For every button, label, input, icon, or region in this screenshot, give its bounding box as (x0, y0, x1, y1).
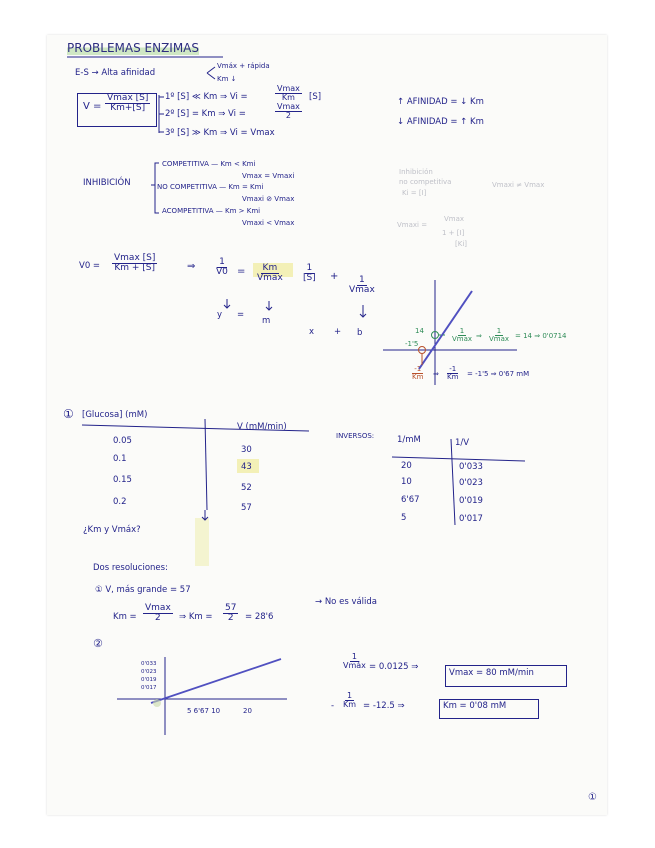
arrow-m (266, 301, 272, 310)
inv-v0-den: V0 (216, 267, 228, 278)
lb-y-frac-1-num: 1 (459, 327, 465, 335)
lb-x-frac-1-num: -1 (414, 365, 422, 373)
case-1-den: Km (281, 93, 295, 103)
lb-y-frac-1-den: Vmax (452, 335, 473, 344)
inhib-uncompetitive: ACOMPETITIVA — Km > Kmi (162, 207, 261, 215)
lb-graph-14: 14 (415, 327, 424, 335)
lb-x: x (309, 327, 315, 337)
vmax-result: Vmax = 80 mM/min (449, 668, 534, 678)
inv-header-2: 1/V (455, 438, 470, 448)
case-1-num: Vmax (277, 84, 300, 93)
affinity-low: ↓ AFINIDAD = ↑ Km (397, 117, 484, 127)
mm-numerator: Vmax [S] (107, 93, 149, 103)
velocity-cell: 57 (241, 503, 252, 513)
inv-header-line (392, 457, 525, 461)
inhib-uncompetitive-2: Vmaxi < Vmax (242, 219, 295, 227)
exercise-number: ① (63, 407, 74, 421)
slope-num: Km (262, 263, 278, 273)
inhib-competitive-2: Vmax = Vmaxi (242, 172, 295, 180)
faint-note-5: Vmaxi = (397, 221, 428, 229)
inv-s-num: 1 (306, 263, 313, 273)
intercept-num: 1 (359, 275, 365, 285)
case-2-den: 2 (285, 111, 291, 121)
glucose-cell: 0.1 (113, 454, 127, 464)
graph2-line (151, 659, 281, 703)
graph2-y-tick: 0'023 (141, 669, 157, 675)
faint-note-7: 1 + [I] (442, 229, 465, 237)
affinity-high: ↑ AFINIDAD = ↓ Km (397, 97, 484, 107)
v0-den: Km + [S] (114, 263, 156, 274)
faint-note-6: Vmax (444, 215, 465, 223)
eq-b-num: 1 (346, 691, 353, 700)
lb-y-frac-2-num: 1 (496, 327, 502, 335)
eq-a-den: Vmáx (343, 661, 366, 671)
case-brace (159, 95, 164, 133)
inv-v-cell: 0'033 (459, 462, 483, 472)
km-fraction-num: Vmax (145, 603, 171, 613)
case-1: 1º [S] ≪ Km ⇒ Vi = (165, 92, 248, 102)
km-result: Km = 0'08 mM (443, 701, 507, 711)
lb-x-frac-1-den: Km (412, 373, 424, 382)
glucose-cell: 0.2 (113, 497, 127, 507)
v0-num: Vmax [S] (114, 253, 156, 263)
intercept-den: Vmax (349, 285, 375, 296)
arrow-y (224, 299, 230, 308)
eq-b-minus: - (331, 701, 335, 711)
km-57-num: 57 (225, 603, 237, 613)
eq-a-num: 1 (351, 652, 357, 661)
not-valid-note: → No es válida (315, 597, 378, 607)
inv-v-cell: 0'023 (459, 478, 483, 488)
table-arrow (202, 510, 208, 520)
arrow-b (360, 305, 366, 317)
faint-note-4: Vmaxi ≠ Vmax (492, 181, 545, 189)
lb-graph-neg15: -1'5 (405, 340, 419, 348)
eq-b: = -12.5 ⇒ (363, 701, 405, 711)
graph-x-tick-1: 5 6'67 10 (187, 707, 221, 715)
lb-x-frac-2-den: Km (447, 373, 459, 382)
es-upper-note: Vmáx + rápida (217, 62, 270, 70)
lb-eq: = (237, 266, 246, 277)
es-lower-note: Km ↓ (217, 75, 237, 83)
km-arrow: ⇒ Km = (179, 612, 213, 622)
inv-header-1: 1/mM (397, 435, 421, 445)
inverse-label: INVERSOS: (336, 432, 375, 440)
velocity-cell: 43 (241, 462, 252, 472)
lb-y: y (217, 310, 223, 320)
inv-s-cell: 10 (401, 477, 412, 487)
velocity-cell: 30 (241, 445, 252, 455)
es-affinity-text: E-S → Alta afinidad (75, 68, 156, 78)
lb-arrow: ⇒ (187, 261, 196, 272)
inhib-competitive: COMPETITIVA — Km < Kmi (162, 160, 256, 168)
lb-b: b (357, 328, 363, 338)
lb-x-result: = -1'5 ⇒ 0'67 mM (467, 370, 530, 378)
es-branch (207, 67, 215, 79)
col-header-glucosa: [Glucosa] (mM) (82, 410, 148, 420)
hand-drawings (47, 35, 607, 815)
glucose-cell: 0.15 (113, 475, 132, 485)
mm-denominator: Km+[S] (110, 103, 146, 114)
velocity-cell: 52 (241, 483, 252, 493)
notebook-page (47, 35, 607, 815)
faint-note-3: Ki = [I] (402, 189, 427, 197)
lb-y-frac-2-den: Vmax (489, 335, 510, 344)
inv-v-cell: 0'017 (459, 514, 483, 524)
slope-den: Vmax (257, 273, 283, 284)
inv-s-cell: 5 (401, 513, 407, 523)
page-number: ① (588, 792, 597, 803)
lb-plus: + (330, 271, 339, 282)
mm-v-label: V = (83, 101, 102, 112)
faint-note-2: no competitiva (399, 178, 452, 186)
inv-s-cell: 6'67 (401, 495, 420, 505)
lb-x-frac-2-num: -1 (449, 365, 457, 373)
km-label: Km = (113, 612, 137, 622)
faint-note-1: Inhibición (399, 168, 433, 176)
resolution-1: ① V, más grande = 57 (95, 585, 191, 595)
resolutions-title: Dos resoluciones: (93, 563, 168, 573)
inv-s-cell: 20 (401, 461, 412, 471)
page-title: PROBLEMAS ENZIMAS (67, 41, 200, 55)
lb-m: m (262, 316, 271, 326)
km-57-den: 2 (227, 613, 234, 624)
lb-plus-2: + (334, 327, 342, 337)
eq-b-den: Km (343, 700, 357, 710)
faint-note-8: [Ki] (455, 240, 467, 248)
lb-x-arrow: ⇒ (433, 370, 439, 378)
case-2: 2º [S] = Km ⇒ Vi = (165, 109, 246, 119)
graph2-y-tick: 0'033 (141, 661, 157, 667)
inhibition-label: INHIBICIÓN (83, 178, 131, 188)
lb-eq-2: = (237, 310, 245, 320)
graph-x-tick-2: 20 (243, 707, 252, 715)
eq-a: = 0.0125 ⇒ (369, 662, 419, 672)
case-1-tail: [S] (309, 92, 322, 102)
lb-graph-line (419, 291, 472, 369)
inv-v0-num: 1 (219, 257, 225, 267)
lb-y-arrow: ⇒ (476, 332, 482, 340)
inhib-noncompetitive-2: Vmaxi ⊘ Vmax (242, 195, 295, 203)
glucose-cell: 0.05 (113, 436, 132, 446)
inhibition-brace (151, 163, 159, 213)
inhib-noncompetitive: NO COMPETITIVA — Km = Kmi (157, 183, 264, 191)
km-fraction-den: 2 (155, 613, 161, 624)
lb-y-result: = 14 ⇒ 0'0714 (515, 332, 567, 340)
inv-v-cell: 0'019 (459, 496, 483, 506)
col-header-velocity: V (mM/min) (237, 422, 287, 432)
inv-divider (451, 439, 455, 525)
v0-label: V0 = (79, 261, 101, 271)
graph2-mark (153, 699, 161, 707)
case-3: 3º [S] ≫ Km ⇒ Vi = Vmax (165, 128, 275, 138)
resolution-2: ② (93, 637, 103, 650)
graph2-y-tick: 0'017 (141, 685, 157, 691)
question-km-vmax: ¿Km y Vmáx? (83, 525, 141, 535)
case-2-num: Vmax (277, 102, 300, 111)
km-value: = 28'6 (245, 612, 274, 622)
graph2-y-tick: 0'019 (141, 677, 157, 683)
table-divider (205, 419, 207, 510)
table-header-line (82, 425, 309, 431)
inv-s-den: [S] (303, 273, 316, 284)
